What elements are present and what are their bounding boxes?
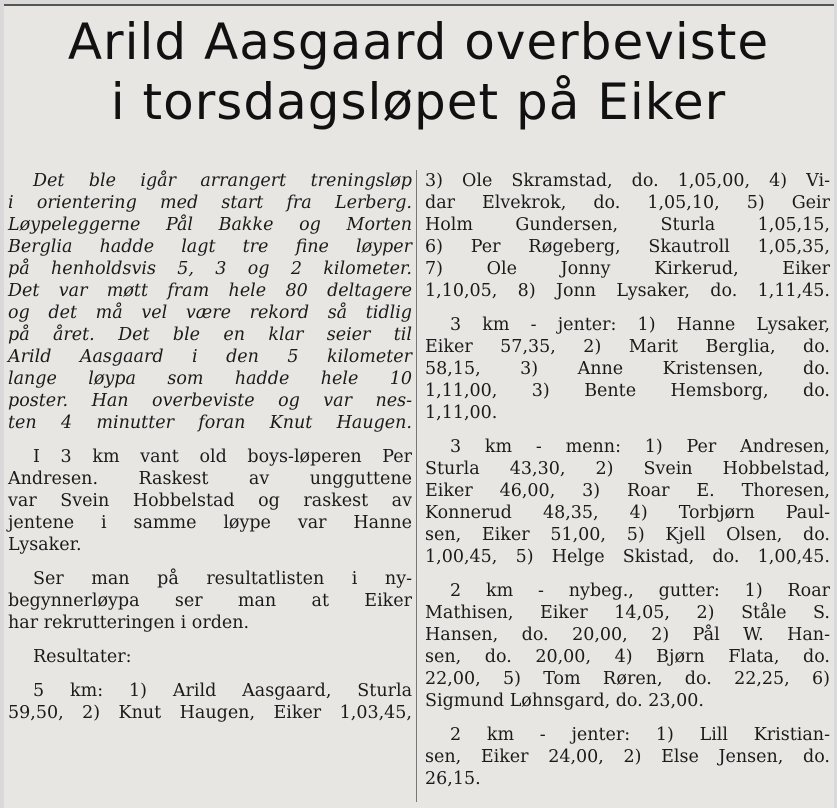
- text-line: 2 km - jenter: 1) Lill Kristian-: [450, 725, 830, 745]
- text-line: 1,11,00.: [425, 403, 498, 423]
- text-line: jentene i samme løype var Hanne: [8, 513, 412, 533]
- text-line: Sturla 43,30, 2) Svein Hobbelstad,: [425, 459, 830, 479]
- results-3km-girls: [425, 314, 830, 424]
- text-line: Andresen. Raskest av ungguttene: [8, 469, 412, 489]
- text-line: har rekrutteringen i orden.: [8, 613, 250, 633]
- paragraph-winners: [8, 446, 412, 556]
- text-line: 7) Ole Jonny Kirkerud, Eiker: [425, 259, 830, 279]
- text-line: i orientering med start fra Lerberg.: [8, 193, 412, 213]
- text-line: Lysaker.: [8, 535, 82, 555]
- text-line: sen, Eiker 24,00, 2) Else Jensen, do.: [425, 747, 830, 767]
- text-line: Det var møtt fram hele 80 deltagere: [8, 281, 412, 301]
- text-line: Løypeleggerne Pål Bakke og Morten: [8, 215, 412, 235]
- text-line: 1,10,05, 8) Jonn Lysaker, do. 1,11,45.: [425, 281, 830, 301]
- text-line: 1,11,00, 3) Bente Hemsborg, do.: [425, 381, 830, 401]
- text-line: Berglia hadde lagt tre fine løyper: [8, 237, 412, 257]
- text-line: på året. Det ble en klar seier til: [8, 325, 412, 345]
- text-line: på henholdsvis 5, 3 og 2 kilometer.: [8, 259, 412, 279]
- paragraph-recruitment: [8, 568, 412, 634]
- text-line: I 3 km vant old boys-løperen Per: [33, 447, 412, 467]
- text-line: 58,15, 3) Anne Kristensen, do.: [425, 359, 830, 379]
- headline-line-1: Arild Aasgaard overbeviste: [67, 13, 770, 71]
- text-line: Det ble igår arrangert treningsløp: [33, 171, 412, 191]
- text-line: Holm Gundersen, Sturla 1,05,15,: [425, 215, 830, 235]
- text-line: dar Elvekrok, do. 1,05,10, 5) Geir: [425, 193, 830, 213]
- text-line: lange løypa som hadde hele 10: [8, 369, 412, 389]
- text-line: sen, Eiker 51,00, 5) Kjell Olsen, do.: [425, 525, 830, 545]
- column-divider: [416, 170, 417, 802]
- results-2km-girls: [425, 724, 830, 790]
- headline: [0, 12, 837, 132]
- text-line: Hansen, do. 20,00, 2) Pål W. Han-: [425, 625, 830, 645]
- text-line: 3) Ole Skramstad, do. 1,05,00, 4) Vi-: [425, 171, 830, 191]
- results-5km-continued: [425, 170, 830, 302]
- text-line: 5 km: 1) Arild Aasgaard, Sturla: [33, 681, 412, 701]
- right-column: [425, 170, 830, 790]
- left-column: [8, 170, 412, 724]
- text-line: Mathisen, Eiker 14,05, 2) Ståle S.: [425, 603, 830, 623]
- results-3km-men: [425, 436, 830, 568]
- text-line: Konnerud 48,35, 4) Torbjørn Paul-: [425, 503, 830, 523]
- headline-line-2: i torsdagsløpet på Eiker: [110, 73, 727, 131]
- results-2km-beginners: [425, 580, 830, 712]
- text-line: ten 4 minutter foran Knut Haugen.: [8, 413, 412, 433]
- text-line: 22,00, 5) Tom Røren, do. 22,25, 6): [425, 669, 830, 689]
- text-line: Eiker 46,00, 3) Roar E. Thoresen,: [425, 481, 830, 501]
- text-line: Arild Aasgaard i den 5 kilometer: [8, 347, 412, 367]
- text-line: Sigmund Løhnsgard, do. 23,00.: [425, 691, 704, 711]
- results-5km: [8, 680, 412, 724]
- text-line: Eiker 57,35, 2) Marit Berglia, do.: [425, 337, 830, 357]
- text-line: Ser man på resultatlisten i ny-: [33, 569, 412, 589]
- text-line: 26,15.: [425, 769, 481, 789]
- text-line: og det må vel være rekord så tidlig: [8, 303, 412, 323]
- text-line: 2 km - nybeg., gutter: 1) Roar: [450, 581, 830, 601]
- intro-paragraph: [8, 170, 412, 434]
- top-rule: [4, 4, 834, 6]
- results-heading: Resultater:: [33, 647, 132, 667]
- text-line: 59,50, 2) Knut Haugen, Eiker 1,03,45,: [8, 703, 412, 723]
- text-line: 1,00,45, 5) Helge Skistad, do. 1,00,45.: [425, 547, 830, 567]
- text-line: sen, do. 20,00, 4) Bjørn Flata, do.: [425, 647, 830, 667]
- text-line: 6) Per Røgeberg, Skautroll 1,05,35,: [425, 237, 830, 257]
- text-line: begynnerløypa ser man at Eiker: [8, 591, 412, 611]
- text-line: 3 km - menn: 1) Per Andresen,: [450, 437, 830, 457]
- text-line: poster. Han overbeviste og var nes-: [8, 391, 412, 411]
- text-line: var Svein Hobbelstad og raskest av: [8, 491, 412, 511]
- text-line: 3 km - jenter: 1) Hanne Lysaker,: [450, 315, 830, 335]
